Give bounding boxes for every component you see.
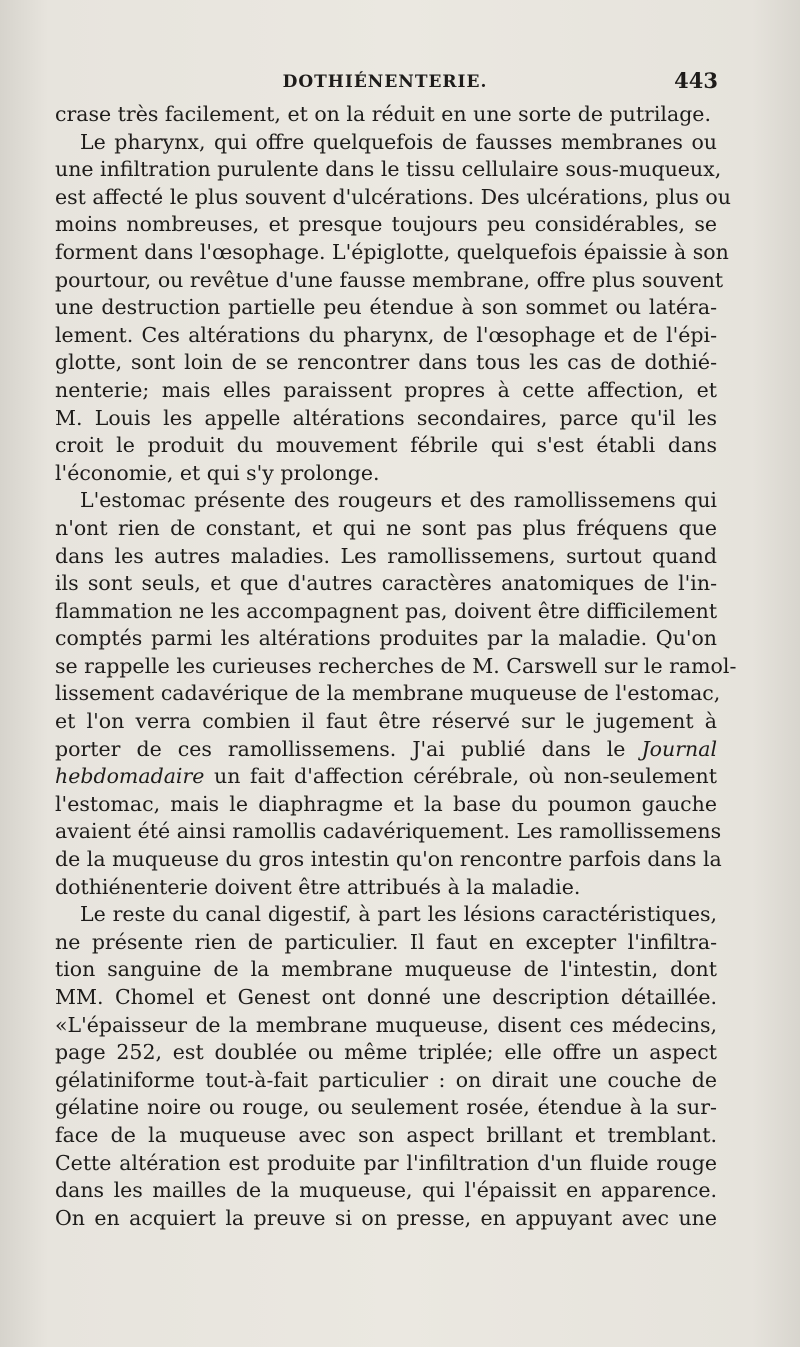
text-line: M. Louis les appelle altérations secondaires, parce qu'il les [55, 405, 717, 430]
text-line: hebdomadaire un fait d'affection cérébrale, où non-seulement [55, 764, 717, 789]
text-line: forment dans l'œsophage. L'épiglotte, quelquefois épaissie à son [55, 239, 729, 264]
text-line: une infiltration purulente dans le tissu cellulaire sous-muqueux, [55, 157, 722, 182]
text-line: nenterie; mais elles paraissent propres à cette affection, et [55, 377, 717, 402]
page-number: 443 [674, 68, 718, 93]
text-line: ne présente rien de particulier. Il faut en excepter l'infiltra- [55, 929, 717, 954]
paragraph [55, 487, 737, 901]
text-line: crase très facilement, et on la réduit en une sorte de putrilage. [55, 102, 711, 126]
running-title: DOTHIÉNENTERIE. [282, 72, 488, 92]
body-text [55, 101, 737, 1232]
paragraph [55, 101, 717, 129]
text-line: croit le produit du mouvement fébrile qui s'est établi dans [55, 433, 717, 458]
paragraph [55, 129, 731, 488]
text-line: est affecté le plus souvent d'ulcérations. Des ulcérations, plus ou [55, 184, 731, 209]
text-line: ils sont seuls, et que d'autres caractères anatomiques de l'in- [55, 571, 717, 596]
paragraph [55, 901, 717, 1232]
text-line: «L'épaisseur de la membrane muqueuse, disent ces médecins, [55, 1012, 717, 1037]
text-line: dans les mailles de la muqueuse, qui l'épaissit en apparence. [55, 1178, 717, 1203]
text-line: comptés parmi les altérations produites par la maladie. Qu'on [55, 626, 717, 651]
text-line: pourtour, ou revêtue d'une fausse membrane, offre plus souvent [55, 267, 724, 292]
text-line: face de la muqueuse avec son aspect brillant et tremblant. [55, 1122, 717, 1147]
running-head [52, 68, 718, 98]
text-line: de la muqueuse du gros intestin qu'on rencontre parfois dans la [55, 847, 722, 872]
text-line: Le reste du canal digestif, à part les lésions caractéristiques, [80, 902, 717, 927]
text-line: l'estomac, mais le diaphragme et la base du poumon gauche [55, 791, 717, 816]
text-line: lement. Ces altérations du pharynx, de l'œsophage et de l'épi- [55, 322, 717, 347]
text-line: tion sanguine de la membrane muqueuse de l'intestin, dont [55, 957, 717, 982]
text-line: Le pharynx, qui offre quelquefois de fausses membranes ou [80, 129, 717, 154]
text-line: et l'on verra combien il faut être réservé sur le jugement à [55, 709, 717, 734]
text-line: page 252, est doublée ou même triplée; elle offre un aspect [55, 1040, 717, 1065]
text-line: gélatine noire ou rouge, ou seulement rosée, étendue à la sur- [55, 1095, 717, 1120]
text-line: L'estomac présente des rougeurs et des ramollissemens qui [80, 488, 717, 513]
text-line: se rappelle les curieuses recherches de M. Carswell sur le ramol- [55, 653, 737, 678]
text-line: n'ont rien de constant, et qui ne sont pas plus fréquens que [55, 515, 717, 540]
text-line: moins nombreuses, et presque toujours peu considérables, se [55, 212, 717, 237]
text-line: lissement cadavérique de la membrane muqueuse de l'estomac, [55, 681, 721, 706]
text-line: dothiénenterie doivent être attribués à la maladie. [55, 874, 581, 899]
text-line: avaient été ainsi ramollis cadavériquement. Les ramollissemens [55, 819, 722, 844]
text-line: glotte, sont loin de se rencontrer dans tous les cas de dothié- [55, 350, 717, 375]
text-line: l'économie, et qui s'y prolonge. [55, 460, 380, 485]
text-line: porter de ces ramollissemens. J'ai publié dans le Journal [55, 736, 717, 761]
text-line: Cette altération est produite par l'infiltration d'un fluide rouge [55, 1150, 717, 1175]
text-line: dans les autres maladies. Les ramollissemens, surtout quand [55, 543, 717, 568]
text-line: MM. Chomel et Genest ont donné une description détaillée. [55, 985, 717, 1009]
text-line: une destruction partielle peu étendue à son sommet ou latéra- [55, 295, 717, 320]
text-line: gélatiniforme tout-à-fait particulier : on dirait une couche de [55, 1067, 717, 1092]
text-line: flammation ne les accompagnent pas, doivent être difficilement [55, 598, 718, 623]
text-line: On en acquiert la preuve si on presse, en appuyant avec une [55, 1205, 717, 1230]
